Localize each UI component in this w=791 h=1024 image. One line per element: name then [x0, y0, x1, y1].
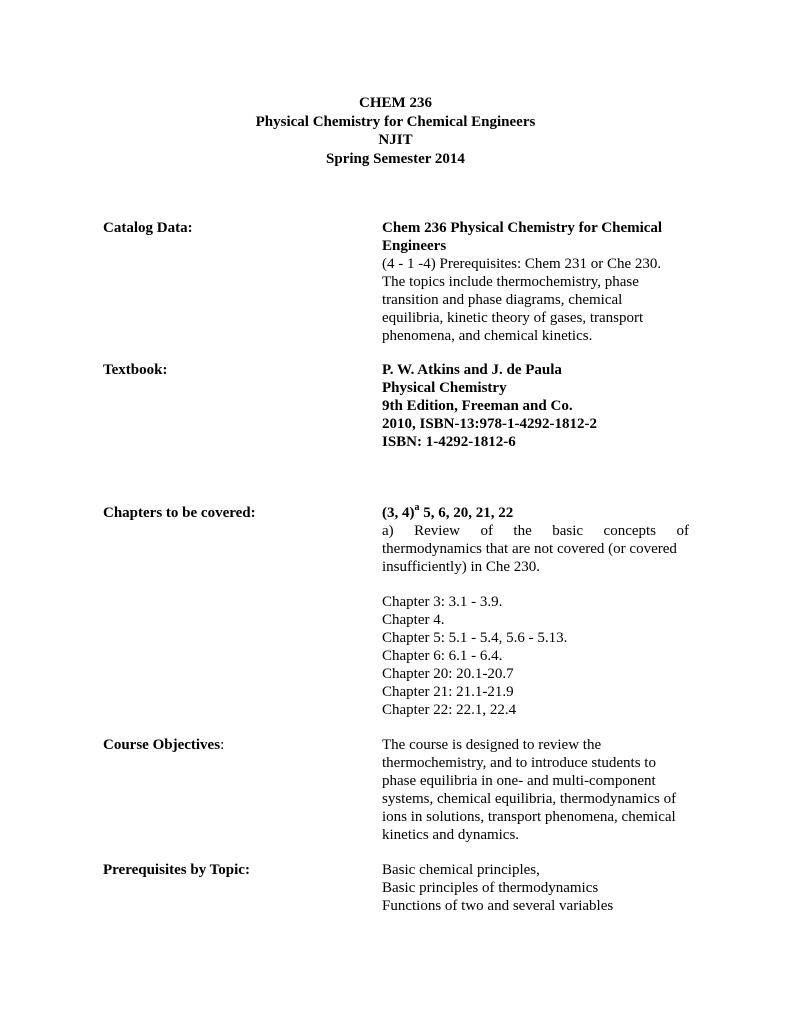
course-objectives-value: [382, 736, 689, 844]
prerequisites-label: Prerequisites by Topic:: [103, 862, 250, 878]
document-header: [0, 94, 791, 168]
textbook-value: [382, 361, 689, 451]
objectives-line: ions in solutions, transport phenomena, chemical: [382, 809, 676, 825]
course-code: CHEM 236: [359, 95, 432, 111]
chapters-note-line3: insufficiently) in Che 230.: [382, 559, 541, 575]
catalog-data-label: Catalog Data:: [103, 220, 193, 236]
spacer: [382, 576, 689, 593]
course-title: Physical Chemistry for Chemical Engineers: [255, 113, 536, 130]
chapter-section-item: Chapter 6: 6.1 - 6.4.: [382, 648, 503, 664]
catalog-data-value: [382, 219, 689, 345]
chapter-section-item: Chapter 22: 22.1, 22.4: [382, 702, 517, 718]
objectives-line: kinetics and dynamics.: [382, 827, 520, 843]
chapters-label: Chapters to be covered:: [103, 505, 256, 521]
prerequisite-item: Basic principles of thermodynamics: [382, 880, 599, 896]
catalog-description-line: (4 - 1 -4) Prerequisites: Chem 231 or Che 230.: [382, 256, 662, 272]
catalog-description-line: The topics include thermochemistry, phase: [382, 274, 639, 290]
prerequisite-item: Functions of two and several variables: [382, 898, 614, 914]
textbook-label: Textbook:: [103, 362, 168, 378]
chapters-note-line2: thermodynamics that are not covered (or covered: [382, 541, 677, 557]
chapters-list-suffix: 5, 6, 20, 21, 22: [419, 505, 514, 521]
chapters-footnote-marker: a: [414, 502, 420, 513]
chapters-list: [382, 504, 689, 522]
catalog-course-title-line2: Engineers: [382, 238, 447, 254]
catalog-course-title-line1: Chem 236 Physical Chemistry for Chemical: [382, 220, 663, 236]
textbook-line: 2010, ISBN-13:978-1-4292-1812-2: [382, 416, 597, 432]
chapter-section-item: Chapter 20: 20.1-20.7: [382, 666, 514, 682]
chapters-list-prefix: (3, 4): [382, 505, 415, 521]
catalog-description-line: transition and phase diagrams, chemical: [382, 292, 623, 308]
course-objectives-label-colon: :: [220, 737, 225, 753]
objectives-line: The course is designed to review the: [382, 737, 602, 753]
objectives-line: phase equilibria in one- and multi-component: [382, 773, 656, 789]
chapter-section-item: Chapter 4.: [382, 612, 445, 628]
course-objectives-label: [103, 736, 373, 754]
institution-name: NJIT: [378, 132, 413, 148]
textbook-line: ISBN: 1-4292-1812-6: [382, 434, 516, 450]
chapter-section-item: Chapter 3: 3.1 - 3.9.: [382, 594, 503, 610]
textbook-line: P. W. Atkins and J. de Paula: [382, 362, 562, 378]
prerequisites-value: [382, 861, 689, 915]
chapters-value: [382, 504, 689, 719]
textbook-line: 9th Edition, Freeman and Co.: [382, 398, 573, 414]
objectives-line: systems, chemical equilibria, thermodynamics of: [382, 791, 677, 807]
catalog-description-line: equilibria, kinetic theory of gases, transport: [382, 310, 644, 326]
chapter-section-item: Chapter 21: 21.1-21.9: [382, 684, 514, 700]
chapter-section-item: Chapter 5: 5.1 - 5.4, 5.6 - 5.13.: [382, 630, 568, 646]
semester: Spring Semester 2014: [326, 150, 465, 167]
objectives-line: thermochemistry, and to introduce students to: [382, 755, 656, 771]
textbook-line: Physical Chemistry: [382, 380, 507, 396]
catalog-description-line: phenomena, and chemical kinetics.: [382, 328, 593, 344]
course-objectives-label-text: Course Objectives: [103, 737, 221, 753]
chapters-note-line1: a) Review of the basic concepts of: [382, 523, 689, 539]
prerequisite-item: Basic chemical principles,: [382, 862, 540, 878]
